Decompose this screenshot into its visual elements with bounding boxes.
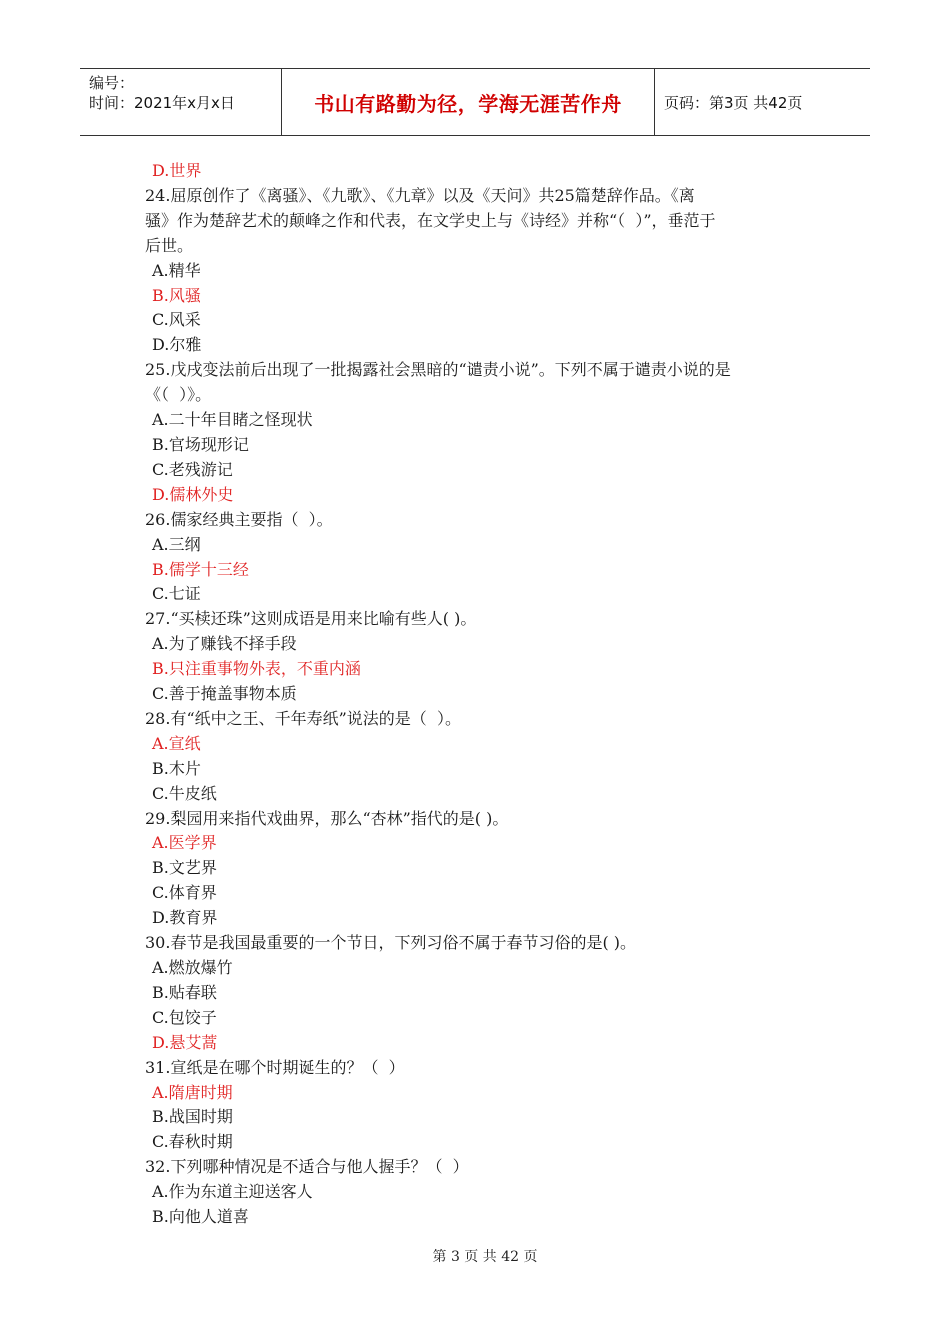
question-text-line: 后世。 — [145, 235, 194, 255]
option: D.尔雅 — [152, 335, 202, 355]
option: B.木片 — [152, 758, 201, 778]
question-text-line: 30.春节是我国最重要的一个节日，下列习俗不属于春节习俗的是( )。 — [145, 933, 637, 953]
document-number-label: 编号： — [89, 74, 135, 92]
option: A.精华 — [152, 260, 201, 280]
option: D.教育界 — [152, 908, 218, 928]
question-list — [145, 159, 810, 1230]
question-text-line: 26.儒家经典主要指（ ）。 — [145, 509, 333, 529]
question-text-line: 32.下列哪种情况是不适合与他人握手？（ ） — [145, 1157, 469, 1177]
option: B.文艺界 — [152, 858, 217, 878]
page-header — [80, 68, 870, 136]
option: B.战国时期 — [152, 1107, 233, 1127]
answer-option: A.医学界 — [152, 833, 217, 853]
question-text-line: 骚》作为楚辞艺术的颠峰之作和代表，在文学史上与《诗经》并称“（ ）”，垂范于 — [145, 210, 716, 230]
option: A.三纲 — [152, 534, 201, 554]
option: B.向他人道喜 — [152, 1207, 249, 1227]
option: C.风采 — [152, 310, 201, 330]
question-text-line: 25.戊戌变法前后出现了一批揭露社会黑暗的“谴责小说”。下列不属于谴责小说的是 — [145, 360, 731, 380]
answer-option: D.世界 — [152, 161, 202, 180]
question-text-line: 31.宣纸是在哪个时期诞生的？（ ） — [145, 1057, 405, 1077]
option: C.牛皮纸 — [152, 783, 217, 803]
question-text-line: 24.屈原创作了《离骚》、《九歌》、《九章》以及《天问》共25篇楚辞作品。《离 — [145, 185, 695, 205]
answer-option: B.风骚 — [152, 285, 201, 305]
question-text-line: 29.梨园用来指代戏曲界，那么“杏林”指代的是( )。 — [145, 808, 509, 828]
option: B.贴春联 — [152, 982, 217, 1002]
option: C.善于掩盖事物本质 — [152, 684, 297, 704]
answer-option: B.只注重事物外表，不重内涵 — [152, 659, 361, 679]
answer-option: D.悬艾蒿 — [152, 1032, 218, 1052]
option: C.体育界 — [152, 883, 217, 903]
option: C.包饺子 — [152, 1007, 217, 1027]
option: C.七证 — [152, 584, 201, 604]
header-motto: 书山有路勤为径，学海无涯苦作舟 — [282, 69, 655, 135]
question-text-line: 《（ ）》。 — [145, 385, 212, 405]
question-text-line: 27.“买椟还珠”这则成语是用来比喻有些人( )。 — [145, 609, 477, 629]
page-footer: 第 3 页 共 42 页 — [432, 1249, 538, 1265]
option: C.春秋时期 — [152, 1132, 233, 1152]
option: A.燃放爆竹 — [152, 958, 233, 977]
answer-option: D.儒林外史 — [152, 484, 234, 504]
header-meta — [80, 69, 282, 135]
answer-option: A.隋唐时期 — [152, 1082, 233, 1102]
document-time-label: 时间：2021年x月x日 — [89, 94, 235, 112]
answer-option: A.宣纸 — [152, 733, 201, 753]
answer-option: B.儒学十三经 — [152, 559, 249, 579]
option: A.为了赚钱不择手段 — [152, 634, 297, 654]
option: A.作为东道主迎送客人 — [152, 1182, 313, 1202]
header-page-indicator: 页码：第3页 共42页 — [664, 93, 803, 112]
option: C.老残游记 — [152, 459, 233, 479]
option: B.官场现形记 — [152, 434, 249, 454]
option: A.二十年目睹之怪现状 — [152, 410, 313, 430]
question-text-line: 28.有“纸中之王、千年寿纸”说法的是（ ）。 — [145, 708, 461, 728]
